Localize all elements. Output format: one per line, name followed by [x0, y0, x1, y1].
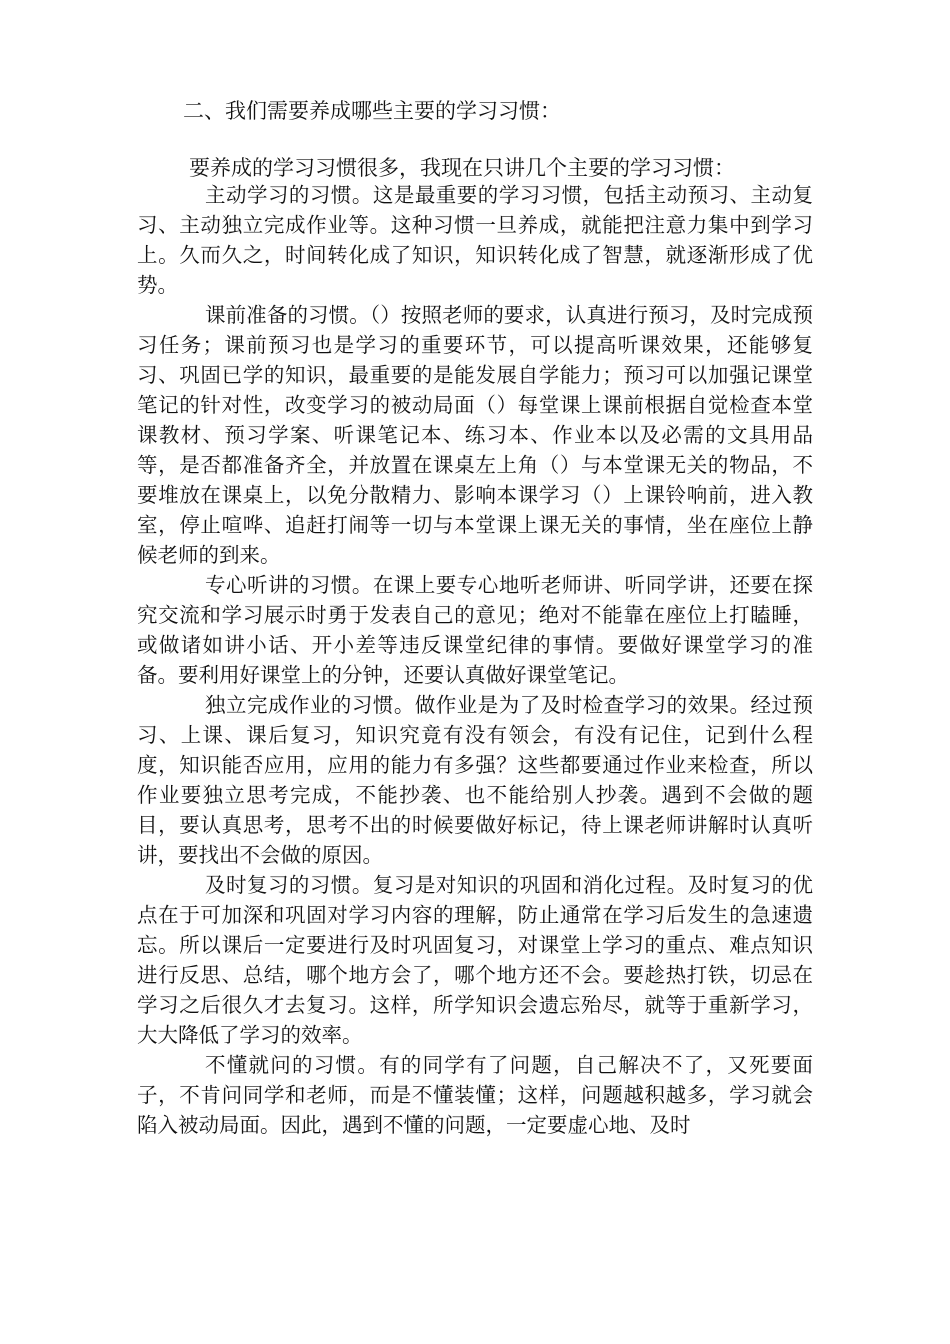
paragraph-attentive-listening: 专心听讲的习惯。在课上要专心地听老师讲、听同学讲，还要在探究交流和学习展示时勇于发表自己的意见；绝对不能靠在座位上打瞌睡，或做诸如讲小话、开小差等违反课堂纪律的事情。要做好课堂学习的准备。要利用好课堂上的分钟，还要认真做好课堂笔记。 [137, 573, 813, 687]
intro-paragraph: 要养成的学习习惯很多，我现在只讲几个主要的学习习惯： [189, 156, 735, 180]
paragraph-independent-homework: 独立完成作业的习惯。做作业是为了及时检查学习的效果。经过预习、上课、课后复习，知识究竟有没有领会，有没有记住，记到什么程度，知识能否应用，应用的能力有多强？这些都要通过作业来检查，所以作业要独立思考完成，不能抄袭、也不能给别人抄袭。遇到不会做的题目，要认真思考，思考不出的时候要做好标记，待上课老师讲解时认真听讲，要找出不会做的原因。 [137, 693, 813, 867]
paragraph-preparation: 课前准备的习惯。（）按照老师的要求，认真进行预习，及时完成预习任务；课前预习也是学习的重要环节，可以提高听课效果，还能够复习、巩固已学的知识，最重要的是能发展自学能力；预习可以加强记课堂笔记的针对性，改变学习的被动局面（）每堂课上课前根据自觉检查本堂课教材、预习学案、听课笔记本、练习本、作业本以及必需的文具用品等，是否都准备齐全，并放置在课桌左上角（）与本堂课无关的物品，不要堆放在课桌上，以免分散精力、影响本课学习（）上课铃响前，进入教室，停止喧哗、追赶打闹等一切与本堂课上课无关的事情，坐在座位上静候老师的到来。 [137, 303, 813, 567]
paragraph-active-learning: 主动学习的习惯。这是最重要的学习习惯，包括主动预习、主动复习、主动独立完成作业等。这种习惯一旦养成，就能把注意力集中到学习上。久而久之，时间转化成了知识，知识转化成了智慧，就逐渐形成了优势。 [137, 183, 813, 297]
paragraph-ask-questions: 不懂就问的习惯。有的同学有了问题，自己解决不了，又死要面子，不肯问同学和老师，而是不懂装懂；这样，问题越积越多，学习就会陷入被动局面。因此，遇到不懂的问题，一定要虚心地、及时 [137, 1053, 813, 1137]
paragraph-timely-review: 及时复习的习惯。复习是对知识的巩固和消化过程。及时复习的优点在于可加深和巩固对学习内容的理解，防止通常在学习后发生的急速遗忘。所以课后一定要进行及时巩固复习，对课堂上学习的重点、难点知识进行反思、总结，哪个地方会了，哪个地方还不会。要趁热打铁，切忌在学习之后很久才去复习。这样，所学知识会遗忘殆尽，就等于重新学习，大大降低了学习的效率。 [137, 873, 813, 1047]
body-text [137, 180, 813, 1140]
section-heading: 二、我们需要养成哪些主要的学习习惯： [183, 99, 561, 123]
